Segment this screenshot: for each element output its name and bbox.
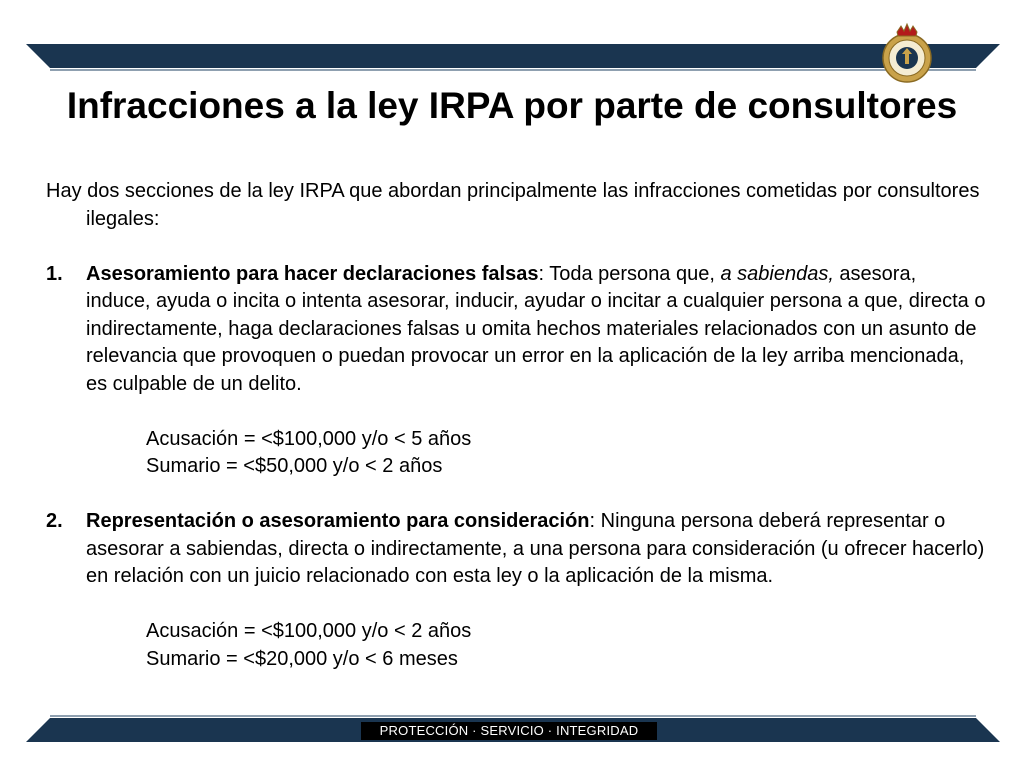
item-text-after: asesora, induce, ayuda o incita o intenta asesorar, inducir, ayudar o incitar a cualquier persona a que, directa o indirectamente, haga declaraciones falsas u omita hechos materiales relacionados con un asunto de relevancia que provoquen o puedan provocar un error en la aplicación de la ley arriba mencionada, es culpable de un delito. [86, 262, 986, 395]
cbsa-emblem-icon [878, 22, 936, 84]
item-term: Asesoramiento para hacer declaraciones falsas [86, 262, 539, 285]
intro-paragraph: Hay dos secciones de la ley IRPA que abordan principalmente las infracciones cometidas por consultores ilegales: [46, 180, 980, 230]
list-item-representation-for-consideration [46, 508, 986, 591]
top-banner [0, 0, 1024, 80]
penalty-summary: Sumario = <$20,000 y/o < 6 meses [146, 647, 458, 670]
item-term: Representación o asesoramiento para consideración [86, 510, 590, 532]
penalty-indictment: Acusación = <$100,000 y/o < 2 años [146, 620, 472, 642]
spacer [46, 481, 986, 509]
item-number: 1. [46, 262, 63, 285]
spacer [46, 233, 986, 261]
item-emphasis: a sabiendas, [720, 262, 834, 285]
spacer [46, 398, 986, 426]
spacer [46, 591, 986, 619]
list-item-false-representations [46, 261, 986, 399]
item-number: 2. [46, 510, 63, 532]
item-text-before: : Toda persona que, [538, 262, 721, 285]
item-text: : Ninguna persona deberá representar o asesorar a sabiendas, directa o indirectamente, a una persona para consideración (u ofrecer hacerlo) en relación con un juicio relacionado con esta ley o la aplicación de la misma. [86, 510, 985, 587]
penalty-indictment: Acusación = <$100,000 y/o < 5 años [146, 427, 472, 450]
penalty-summary: Sumario = <$50,000 y/o < 2 años [146, 455, 443, 477]
slide-body [46, 178, 986, 673]
footer-motto: PROTECCIÓN · SERVICIO · INTEGRIDAD [361, 722, 657, 740]
slide-title: Infracciones a la ley IRPA por parte de consultores [66, 85, 958, 126]
